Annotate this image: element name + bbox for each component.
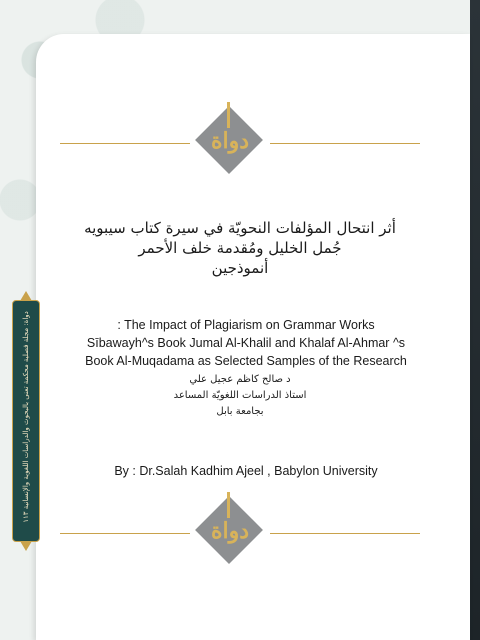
arabic-title [60, 218, 420, 278]
emblem-logo-word: دواة [210, 518, 250, 544]
right-edge-strip [470, 0, 480, 640]
journal-side-tab [12, 300, 40, 542]
top-emblem [40, 108, 440, 178]
journal-side-text: دواة: مجلة فصلية محكمة تعنى بالبحوث والدراسات اللغوية والإنسانية ١١٣ [22, 311, 30, 523]
emblem-pen-stroke [227, 492, 230, 518]
english-title-line-2: Sībawayh^s Book Jumal Al-Khalil and Khalaf Al-Ahmar ^s [86, 336, 406, 350]
author-english: By : Dr.Salah Kadhim Ajeel , Babylon University [114, 464, 378, 478]
author-name-arabic: د صالح كاظم عجيل علي [189, 374, 291, 385]
english-title [56, 316, 436, 370]
arabic-title-line-2: جُمل الخليل ومُقدمة خلف الأحمر [138, 239, 342, 257]
author-position-arabic: استاذ الدراسات اللغويّة المساعد [173, 390, 307, 401]
emblem-left-rule [60, 533, 190, 534]
author-university-arabic: بجامعة بابل [216, 406, 264, 417]
emblem-right-rule [270, 533, 420, 534]
emblem-logo-word: دواة [210, 128, 250, 154]
english-title-line-1: : The Impact of Plagiarism on Grammar Works [117, 318, 375, 332]
arabic-title-line-1: أثر انتحال المؤلفات النحويّة في سيرة كتاب سيبويه [84, 219, 396, 237]
bottom-emblem [40, 498, 440, 568]
emblem-pen-stroke [227, 102, 230, 128]
emblem-left-rule [60, 143, 190, 144]
arabic-title-line-3: أنموذجين [211, 259, 269, 277]
english-title-line-3: Book Al-Muqadama as Selected Samples of the Research [85, 354, 407, 368]
author-arabic [60, 372, 420, 420]
emblem-right-rule [270, 143, 420, 144]
